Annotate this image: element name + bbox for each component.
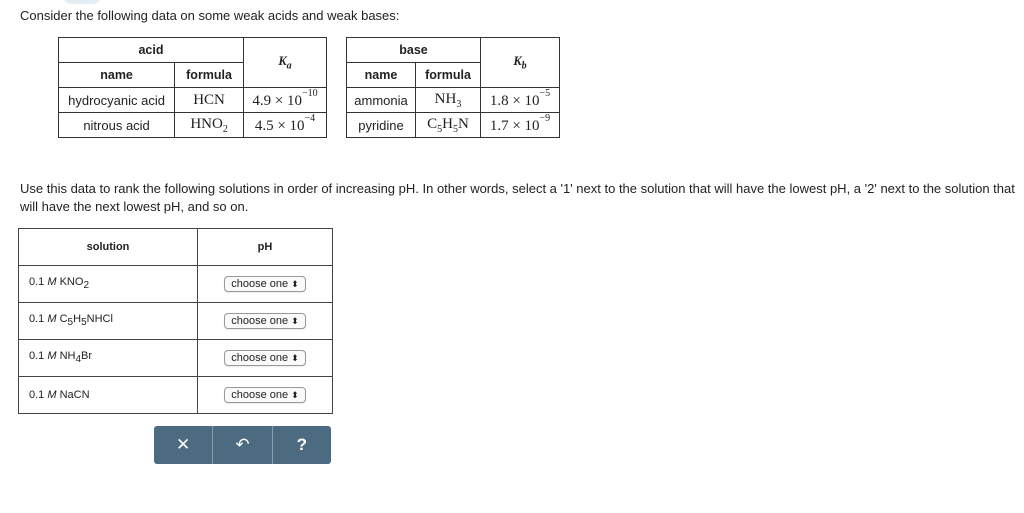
ka-header: $K_a$ [244, 38, 327, 88]
undo-icon: ↶ [235, 435, 250, 454]
acid-table [58, 37, 327, 138]
select-arrows-icon: ⬍ [291, 279, 299, 289]
acid-name-header: name [59, 63, 175, 88]
kb-value-cell: $1.8 \times 10^{-5}$ [481, 88, 560, 113]
ph-cell [198, 340, 333, 377]
intro-text: Consider the following data on some weak acids and weak bases: [20, 8, 400, 23]
kb-value-cell: $1.7 \times 10^{-9}$ [481, 113, 560, 138]
instructions-text: Use this data to rank the following solutions in order of increasing pH. In other words, select a '1' next to the solution that will have the lowest pH, a '2' next to the solution that will have the next lowest pH, and so on. [20, 181, 1015, 214]
clear-button[interactable] [154, 426, 213, 464]
base-formula-header: formula [416, 63, 481, 88]
solution-label: 0.1 M NaCN [19, 377, 198, 414]
select-arrows-icon: ⬍ [291, 316, 299, 326]
acid-formula-header: formula [175, 63, 244, 88]
base-name-header: name [347, 63, 416, 88]
solution-label: 0.1 M $NH_4Br$ [19, 340, 198, 377]
base-group-header: base [347, 38, 481, 63]
acid-formula-cell: $HNO_2$ [175, 113, 244, 138]
ph-rank-select[interactable]: choose one ⬍ [224, 313, 305, 329]
base-formula-cell: $C_5H_5N$ [416, 113, 481, 138]
solution-label: 0.1 M $KNO_2$ [19, 266, 198, 303]
ka-value-cell: $4.9 \times 10^{-10}$ [244, 88, 327, 113]
ph-cell [198, 266, 333, 303]
base-name-cell: ammonia [347, 88, 416, 113]
base-table [346, 37, 560, 138]
acid-name-cell: hydrocyanic acid [59, 88, 175, 113]
base-formula-cell: $NH_3$ [416, 88, 481, 113]
solution-header: solution [19, 229, 198, 266]
ka-value-cell: $4.5 \times 10^{-4}$ [244, 113, 327, 138]
help-icon: ? [296, 435, 308, 454]
solutions-table [18, 228, 333, 414]
ph-rank-select[interactable]: choose one ⬍ [224, 276, 305, 292]
solution-label: 0.1 M $C_5H_5NHCl$ [19, 303, 198, 340]
select-arrows-icon: ⬍ [291, 390, 299, 400]
select-arrows-icon: ⬍ [291, 353, 299, 363]
ph-rank-select[interactable]: choose one ⬍ [224, 350, 305, 366]
ph-cell [198, 377, 333, 414]
ph-cell [198, 303, 333, 340]
acid-formula-cell: HCN [175, 88, 244, 113]
acid-group-header: acid [59, 38, 244, 63]
base-name-cell: pyridine [347, 113, 416, 138]
action-toolbar [154, 426, 331, 464]
ph-rank-select[interactable]: choose one ⬍ [224, 387, 305, 403]
acid-name-cell: nitrous acid [59, 113, 175, 138]
close-icon: ✕ [176, 435, 191, 454]
ph-header: pH [198, 229, 333, 266]
top-tab-hint [62, 0, 102, 4]
help-button[interactable] [273, 426, 331, 464]
undo-button[interactable] [213, 426, 272, 464]
kb-header: $K_b$ [481, 38, 560, 88]
